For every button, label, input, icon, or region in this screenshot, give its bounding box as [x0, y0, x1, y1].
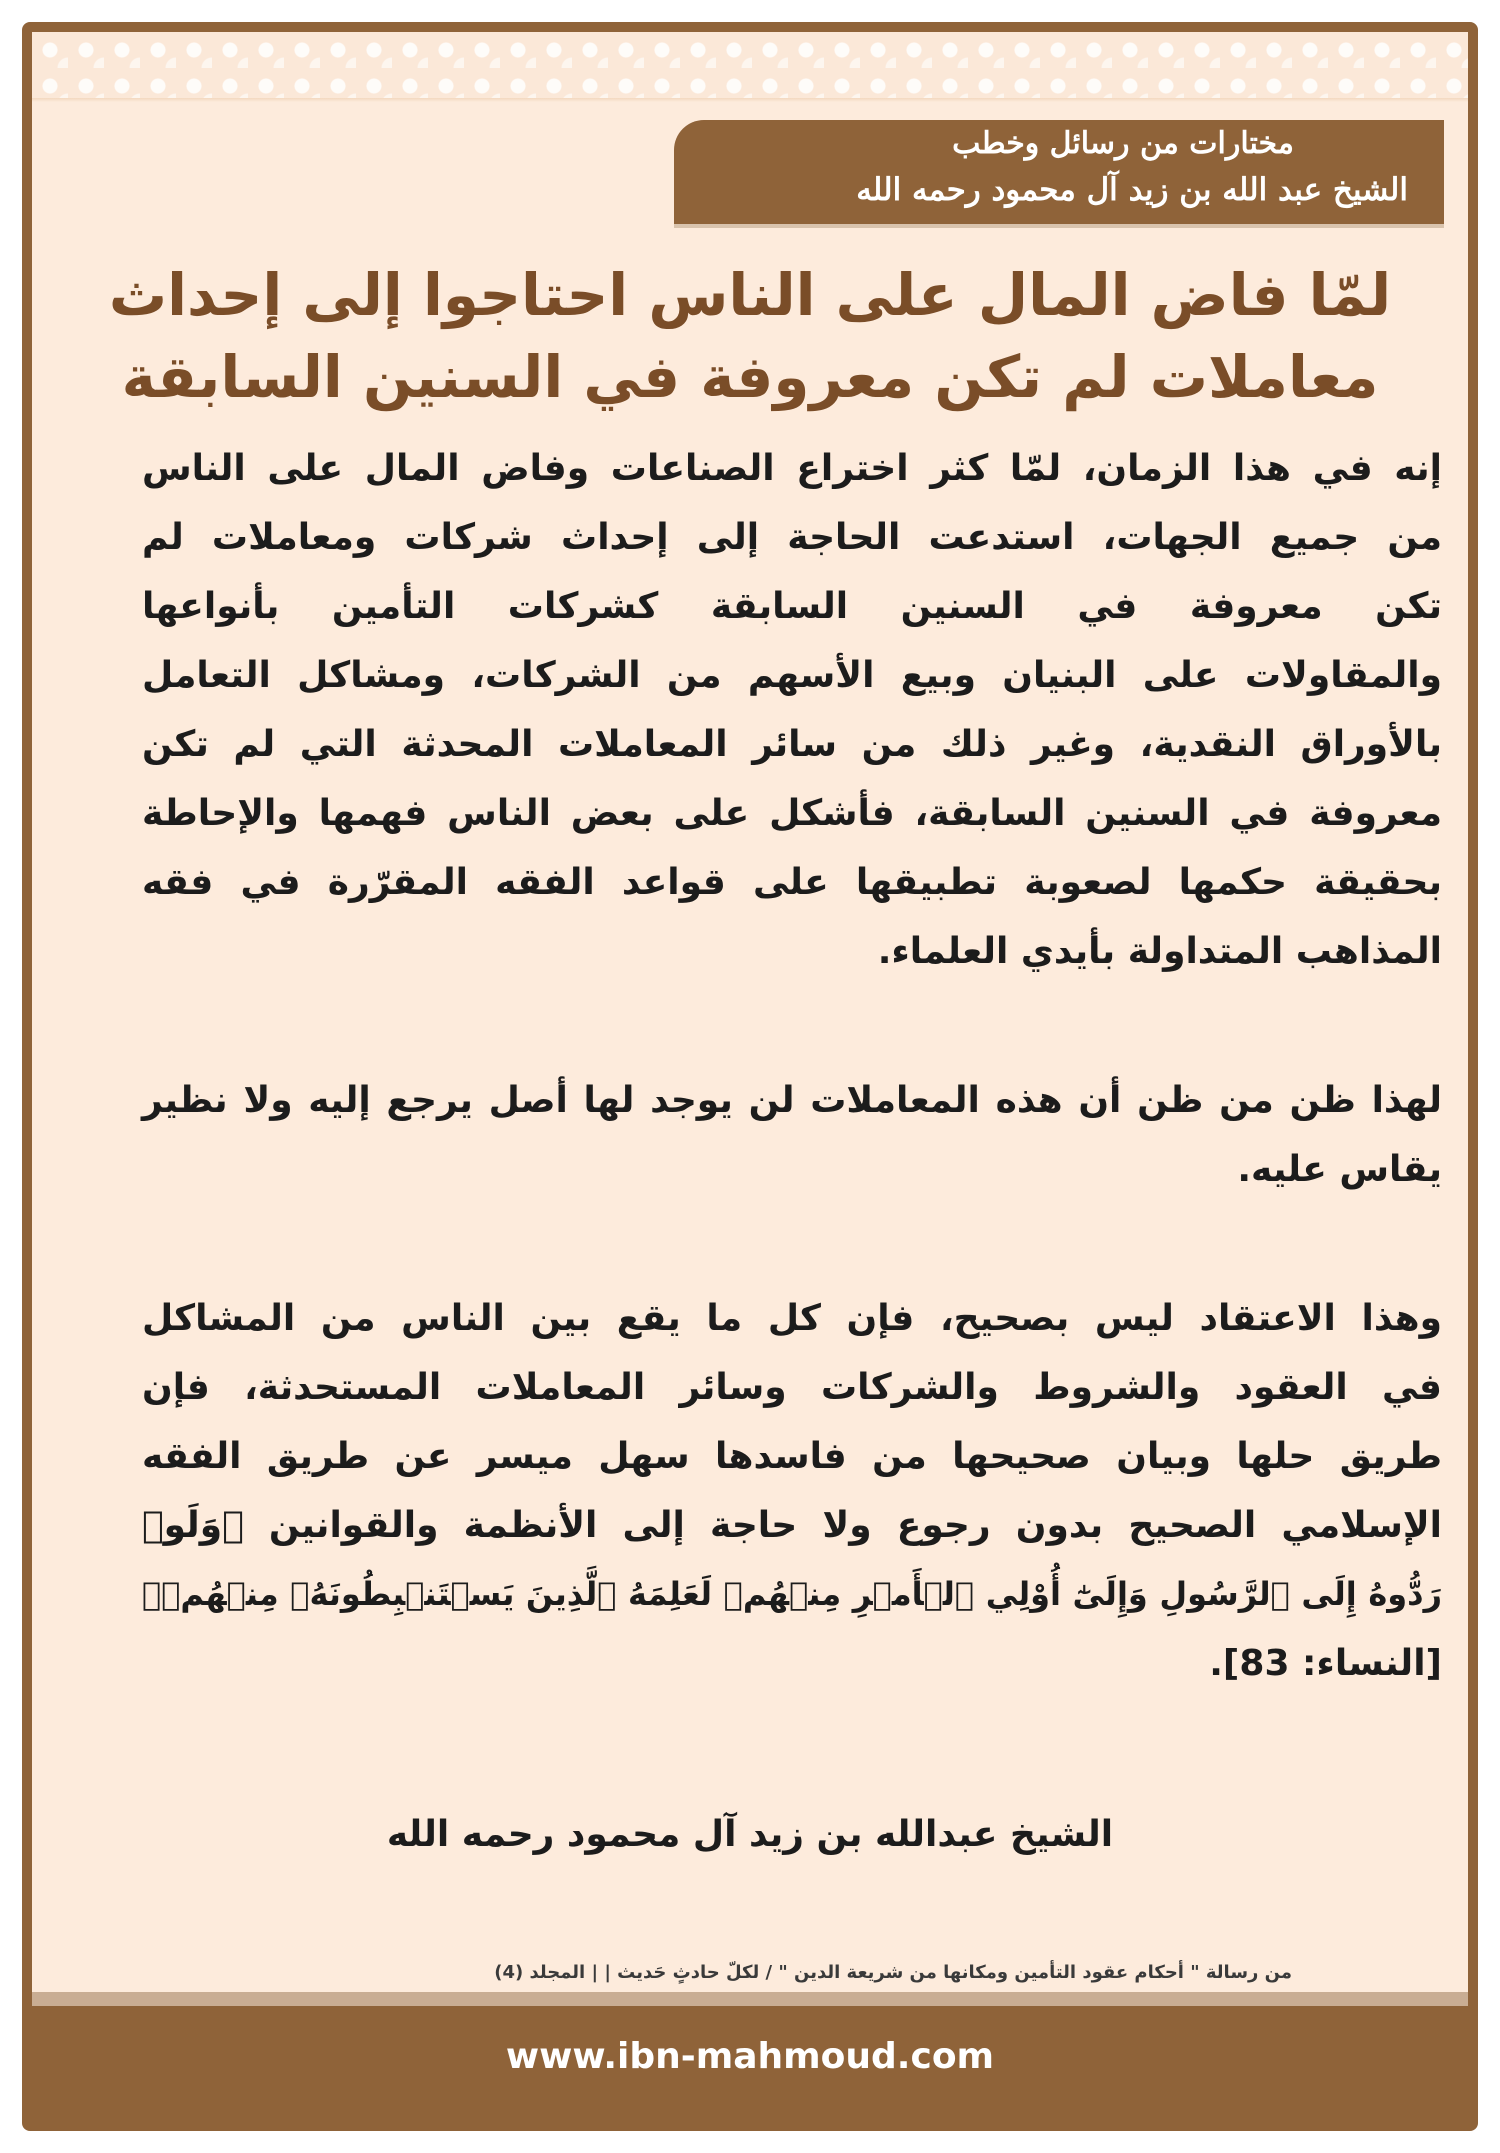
- text-line: والمقاولات على البنيان وبيع الأسهم من الشركات، ومشاكل التعامل: [142, 655, 1442, 696]
- text-line: معروفة في السنين السابقة، فأشكل على بعض الناس فهمها والإحاطة: [142, 793, 1442, 834]
- text-line: في العقود والشروط والشركات وسائر المعاملات المستحدثة، فإن: [142, 1367, 1442, 1408]
- article-title-line-2: معاملات لم تكن معروفة في السنين السابقة: [121, 343, 1379, 411]
- text-line: لهذا ظن من ظن أن هذه المعاملات لن يوجد لها أصل يرجع إليه ولا نظير: [142, 1080, 1442, 1121]
- quran-verse-line: رَدُّوهُ إِلَى ٱلرَّسُولِ وَإِلَىٰٓ أُوْلِي ٱلۡأَمۡرِ مِنۡهُمۡ لَعَلِمَهُ ٱلَّذِينَ يَسۡتَنۢبِطُونَهُۥ مِنۡهُمۡ﴾: [142, 1575, 1443, 1613]
- paragraph-3: [142, 1284, 1442, 1698]
- header-subtitle: مختارات من رسائل وخطب: [952, 126, 1294, 161]
- article-title-line-1: لمّا فاض المال على الناس احتاجوا إلى إحداث: [108, 261, 1392, 329]
- verse-citation: [النساء: 83].: [1209, 1643, 1442, 1684]
- text-line: بحقيقة حكمها لصعوبة تطبيقها على قواعد الفقه المقرّرة في فقه: [142, 862, 1442, 903]
- paragraph-gap: [142, 986, 1442, 1066]
- header-ribbon: [674, 120, 1444, 224]
- text-line: طريق حلها وبيان صحيحها من فاسدها سهل ميسر عن طريق الفقه: [142, 1436, 1442, 1477]
- text-line: من جميع الجهات، استدعت الحاجة إلى إحداث شركات ومعاملات لم: [142, 517, 1442, 558]
- text-line: تكن معروفة في السنين السابقة كشركات التأمين بأنواعها: [142, 586, 1442, 627]
- text-line: بالأوراق النقدية، وغير ذلك من سائر المعاملات المحدثة التي لم تكن: [142, 724, 1442, 765]
- website-link[interactable]: www.ibn-mahmoud.com: [505, 2036, 995, 2077]
- author-signature: الشيخ عبدالله بن زيد آل محمود رحمه الله: [386, 1814, 1114, 1855]
- pattern-divider: [32, 98, 1468, 102]
- decorative-pattern-band: [32, 32, 1468, 98]
- paragraph-gap: [142, 1204, 1442, 1284]
- text-line: إنه في هذا الزمان، لمّا كثر اختراع الصناعات وفاض المال على الناس: [142, 448, 1442, 489]
- text-line: يقاس عليه.: [1237, 1149, 1442, 1190]
- footer-divider: [32, 1992, 1468, 2006]
- text-line: وهذا الاعتقاد ليس بصحيح، فإن كل ما يقع بين الناس من المشاكل: [142, 1298, 1442, 1339]
- page-panel: [32, 32, 1468, 1992]
- source-citation: من رسالة " أحكام عقود التأمين ومكانها من شريعة الدين " / لكلّ حادثٍ حَديث | | المجلد (4): [494, 1962, 1292, 1983]
- paragraph-1: [142, 434, 1442, 986]
- paragraph-2: [142, 1066, 1442, 1204]
- text-line: المذاهب المتداولة بأيدي العلماء.: [877, 931, 1442, 972]
- article-body: [142, 434, 1442, 1698]
- article-title: [32, 254, 1468, 418]
- header-author: الشيخ عبد الله بن زيد آل محمود رحمه الله: [856, 172, 1408, 208]
- text-line: الإسلامي الصحيح بدون رجوع ولا حاجة إلى الأنظمة والقوانين ﴿وَلَوۡ: [142, 1505, 1442, 1546]
